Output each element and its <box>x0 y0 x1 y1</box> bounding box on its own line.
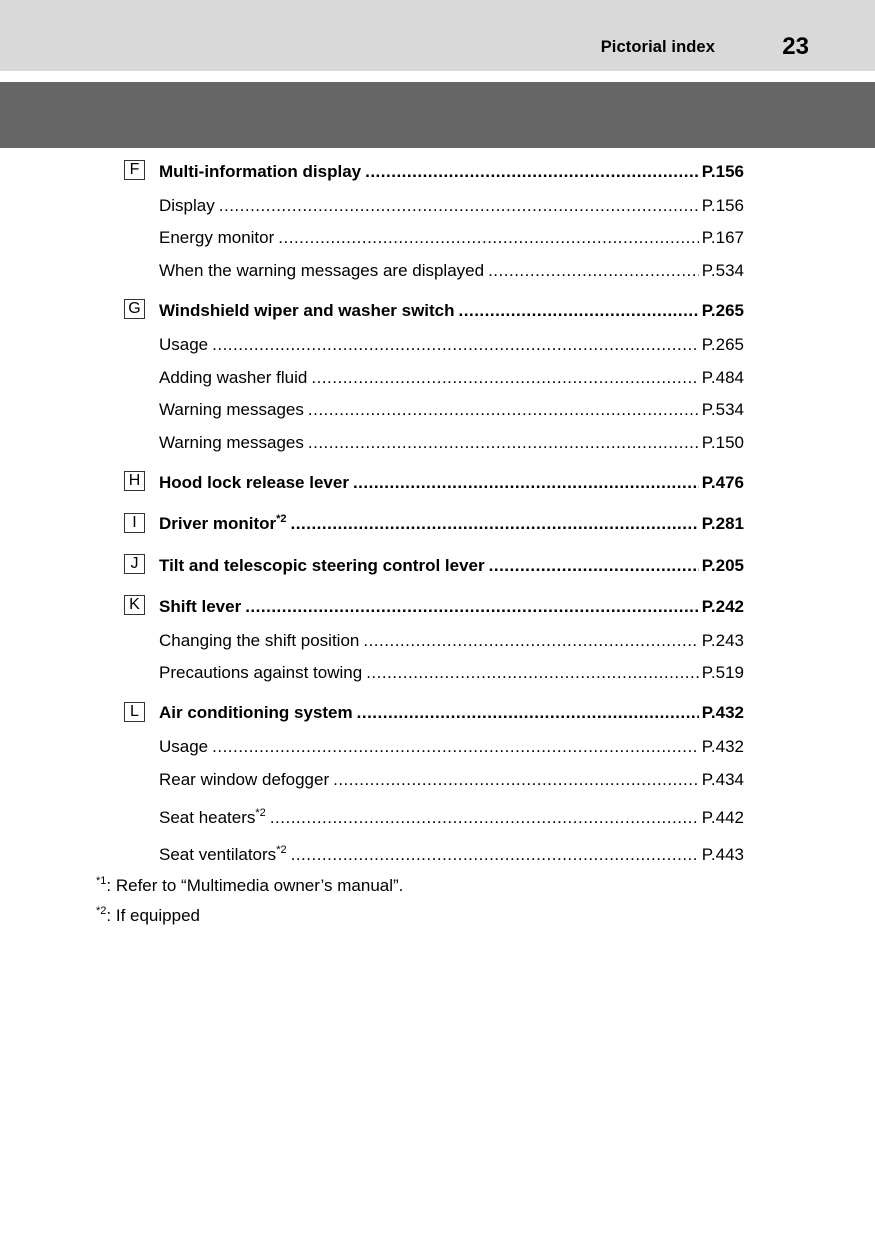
item-label: Warning messages <box>159 433 304 452</box>
page-ref: P.156 <box>701 162 744 181</box>
page-ref: P.281 <box>701 514 744 533</box>
page-ref: P.242 <box>701 597 744 616</box>
index-heading-shift-lever[interactable] <box>159 597 744 617</box>
item-label: Rear window defogger <box>159 770 330 789</box>
heading-label: Shift lever <box>159 597 242 616</box>
index-item-usage[interactable] <box>159 737 744 757</box>
page-ref: P.156 <box>701 196 744 215</box>
index-item-seat-heaters[interactable] <box>159 808 744 828</box>
callout-letter-f: F <box>124 160 145 180</box>
index-heading-tilt-telescopic-steering[interactable] <box>159 556 744 576</box>
heading-label: Multi-information display <box>159 162 362 181</box>
index-item-changing-shift-position[interactable] <box>159 631 744 651</box>
index-heading-hood-lock-release[interactable] <box>159 473 744 493</box>
footnote-mark: *2 <box>96 905 107 917</box>
footnote-mark: *2 <box>276 844 287 856</box>
page-ref: P.434 <box>701 770 744 789</box>
item-label: Warning messages <box>159 400 304 419</box>
footnote-text: : If equipped <box>106 906 200 925</box>
header-band <box>0 82 875 148</box>
footnote-mark: *2 <box>276 513 287 525</box>
heading-label: Driver monitor$^{*2}$ <box>159 513 287 533</box>
page-ref: P.442 <box>701 808 744 827</box>
index-item-seat-ventilators[interactable] <box>159 845 744 865</box>
item-label: Adding washer fluid <box>159 368 308 387</box>
page-ref: P.243 <box>701 631 744 650</box>
index-item-energy-monitor[interactable] <box>159 228 744 248</box>
item-label: Usage <box>159 737 209 756</box>
item-label: Changing the shift position <box>159 631 360 650</box>
item-label: When the warning messages are displayed <box>159 261 485 280</box>
item-label: Seat ventilators$^{*2}$ <box>159 844 287 864</box>
section-title: Pictorial index <box>600 38 715 56</box>
page-ref: P.265 <box>701 301 744 320</box>
footnote-mark: *2 <box>255 807 266 819</box>
callout-letter-h: H <box>124 471 145 491</box>
index-heading-air-conditioning[interactable] <box>159 703 744 723</box>
index-heading-windshield-wiper[interactable] <box>159 301 744 321</box>
page-ref: P.167 <box>701 228 744 247</box>
footnote-mark: *1 <box>96 875 107 887</box>
footnote-text: : Refer to “Multimedia owner’s manual”. <box>106 876 404 895</box>
page-ref: P.265 <box>701 335 744 354</box>
page-ref: P.205 <box>701 556 744 575</box>
page-ref: P.484 <box>701 368 744 387</box>
page-ref: P.150 <box>701 433 744 452</box>
item-label: Seat heaters$^{*2}$ <box>159 807 266 827</box>
callout-letter-g: G <box>124 299 145 319</box>
page-ref: P.443 <box>701 845 744 864</box>
index-item-adding-washer-fluid[interactable] <box>159 368 744 388</box>
index-item-display[interactable] <box>159 196 744 216</box>
callout-letter-k: K <box>124 595 145 615</box>
callout-letter-i: I <box>124 513 145 533</box>
item-label: Precautions against towing <box>159 663 363 682</box>
callout-letter-j: J <box>124 554 145 574</box>
index-item-rear-window-defogger[interactable] <box>159 770 744 790</box>
index-item-usage[interactable] <box>159 335 744 355</box>
index-heading-multi-information-display[interactable] <box>159 162 744 182</box>
item-label: Energy monitor <box>159 228 275 247</box>
heading-label: Windshield wiper and washer switch <box>159 301 455 320</box>
page-ref: P.476 <box>701 473 744 492</box>
heading-label: Air conditioning system <box>159 703 353 722</box>
heading-label: Hood lock release lever <box>159 473 349 492</box>
page-ref: P.534 <box>701 261 744 280</box>
index-item-warning-messages[interactable] <box>159 400 744 420</box>
header-bar <box>0 0 875 71</box>
footnote-2 <box>96 906 200 926</box>
index-heading-driver-monitor[interactable] <box>159 514 744 534</box>
page-ref: P.519 <box>701 663 744 682</box>
callout-letter-l: L <box>124 702 145 722</box>
footnote-1 <box>96 876 403 896</box>
index-item-warning-messages-displayed[interactable] <box>159 261 744 281</box>
page-number: 23 <box>782 33 809 60</box>
heading-label: Tilt and telescopic steering control lever <box>159 556 485 575</box>
index-item-precautions-towing[interactable] <box>159 663 744 683</box>
page-ref: P.432 <box>701 703 744 722</box>
index-item-warning-messages[interactable] <box>159 433 744 453</box>
item-label: Display <box>159 196 215 215</box>
page-ref: P.534 <box>701 400 744 419</box>
item-label: Usage <box>159 335 209 354</box>
page-ref: P.432 <box>701 737 744 756</box>
